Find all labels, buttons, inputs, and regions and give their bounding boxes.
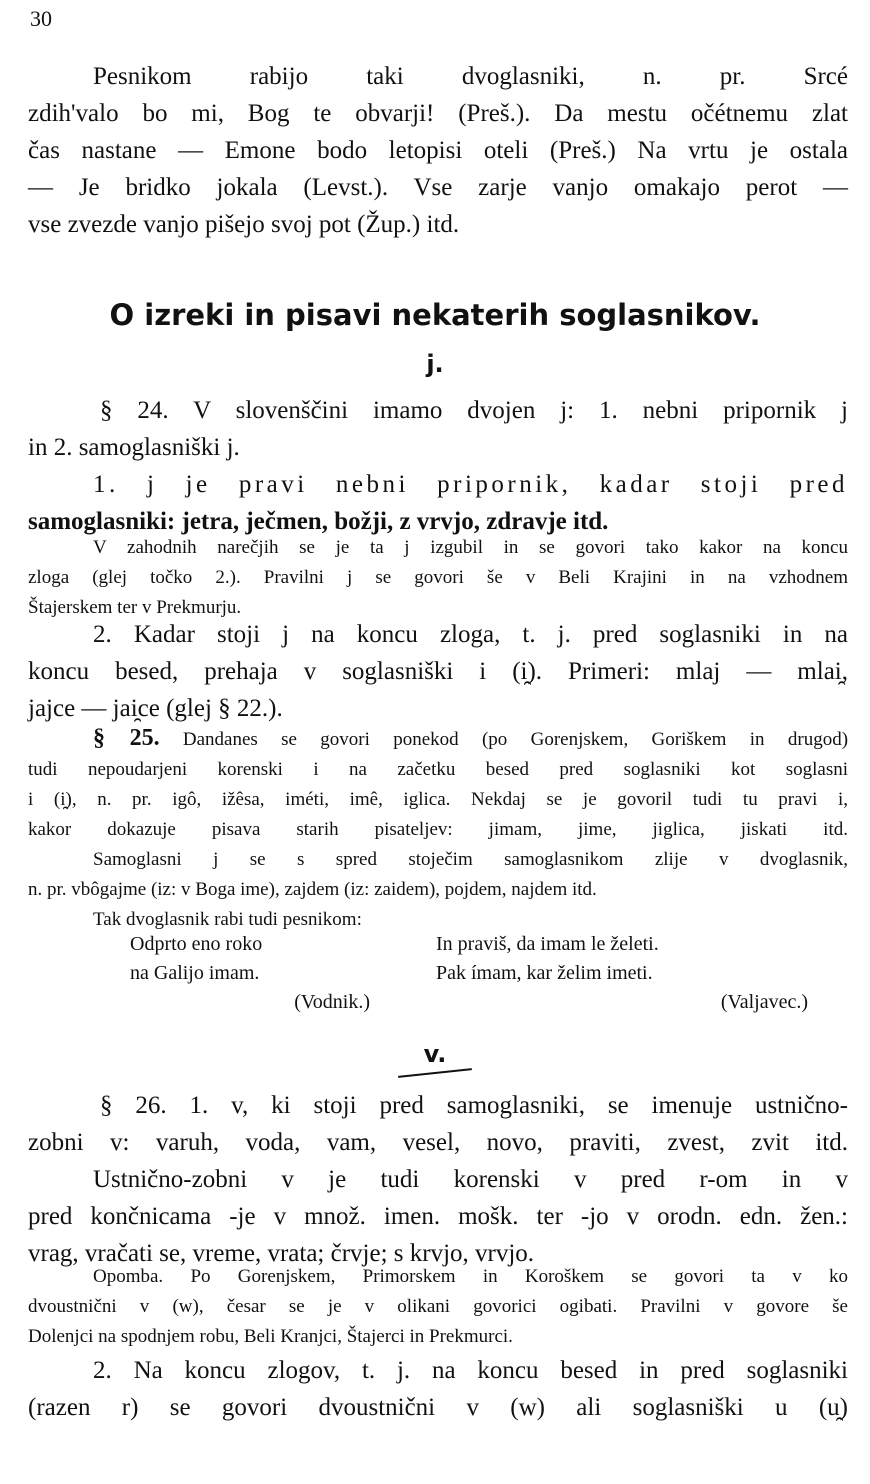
text-line: 2. Kadar stoji j na koncu zloga, t. j. pred soglasniki in na (93, 621, 848, 648)
text-line: n. pr. vbôgajme (iz: v Boga ime), zajdem (iz: zaidem), pojdem, najdem itd. (28, 879, 597, 900)
text-line: Opomba. Po Gorenjskem, Primorskem in Koroškem se govori ta v ko (93, 1266, 848, 1287)
text-line: pred končnicama -je v množ. imen. mošk. ter -jo v orodn. edn. žen.: (28, 1203, 848, 1230)
note-26 (28, 1262, 848, 1352)
text-line: in 2. samoglasniški j. (28, 434, 240, 461)
text-line: — Je bridko jokala (Levst.). Vse zarje vanjo omakajo perot — (28, 174, 848, 201)
poem-line: In praviš, da imam le želeti. (436, 933, 659, 955)
text-line: zdih'valo bo mi, Bog te obvarji! (Preš.). Da mestu očétnemu zlat (28, 100, 848, 127)
text-line: zloga (glej točko 2.). Pravilni j se govori še v Beli Krajini in na vzhodnem (28, 567, 848, 588)
text-line: jajce — jai̯ce (glej § 22.). (28, 695, 283, 722)
text-line: i (i̯), n. pr. igô, ižêsa, iméti, imê, iglica. Nekdaj se je govoril tudi tu pravi i, (28, 789, 848, 810)
text-line: koncu besed, prehaja v soglasniški i (i̯). Primeri: mlaj — mlai̯, (28, 658, 848, 685)
decorative-rule (398, 1068, 472, 1078)
text-line: § 26. 1. v, ki stoji pred samoglasniki, se imenuje ustnično- (100, 1092, 848, 1119)
text-line: V zahodnih narečjih se je ta j izgubil in se govori tako kakor na koncu (93, 537, 848, 558)
note-24 (28, 533, 848, 623)
text-line: Dolenjci na spodnjem robu, Beli Kranjci, Štajerci in Prekmurci. (28, 1326, 513, 1347)
poem-line: na Galijo imam. (130, 962, 260, 984)
text-line: Samoglasni j se s spred stoječim samoglasnikom zlije v dvoglasnik, (93, 849, 848, 870)
text-line: 1. j je pravi nebni pripornik, kadar stoji pred (93, 471, 848, 498)
poem-valjavec (436, 930, 808, 1017)
text-line: kakor dokazuje pisava starih pisateljev: jimam, jime, jiglica, jiskati itd. (28, 819, 848, 840)
text-line: vse zvezde vanjo pišejo svoj pot (Žup.) itd. (28, 211, 460, 238)
text-line: zobni v: varuh, voda, vam, vesel, novo, praviti, zvest, zvit itd. (28, 1129, 848, 1156)
section-26 (28, 1087, 848, 1272)
poem-line: Odprto eno roko (130, 933, 263, 955)
section-26-point-2 (28, 1352, 848, 1426)
text-line: čas nastane — Emone bodo letopisi oteli (Preš.) Na vrtu je ostala (28, 137, 848, 164)
text-line: 2. Na koncu zlogov, t. j. na koncu besed in pred soglasniki (93, 1357, 848, 1384)
text-line: tudi nepoudarjeni korenski i na začetku besed pred soglasniki kot soglasni (28, 759, 848, 780)
page-number: 30 (30, 6, 52, 31)
section-24 (28, 392, 848, 540)
letter-j-heading: j. (426, 350, 444, 378)
poem-line: Pak ímam, kar želim imeti. (436, 962, 653, 984)
text-line: Tak dvoglasnik rabi tudi pesnikom: (93, 909, 362, 930)
poem-author: (Valjavec.) (720, 991, 808, 1013)
letter-v-heading: v. (423, 1040, 447, 1068)
text-line: vrag, vračati se, vreme, vrata; črvje; s krvjo, vrvjo. (28, 1240, 535, 1267)
section-25 (28, 723, 848, 935)
text-line: § 25. Dandanes se govori ponekod (po Gorenjskem, Goriškem in drugod) (93, 725, 849, 751)
text-line: samoglasniki: jetra, ječmen, božji, z vrvjo, zdravje itd. (28, 508, 609, 535)
poem-author: (Vodnik.) (294, 991, 370, 1013)
section-24-point-2 (28, 616, 848, 727)
section-heading: O izreki in pisavi nekaterih soglasnikov. (109, 298, 761, 332)
text-line: (razen r) se govori dvoustnični v (w) ali soglasniški u (u̯) (28, 1394, 848, 1421)
text-line: dvoustnični v (w), česar se je v olikani govorici ogibati. Pravilni v govore še (28, 1296, 848, 1317)
text-line: Štajerskem ter v Prekmurju. (28, 597, 242, 618)
poem-vodnik (130, 930, 370, 1017)
text-line: § 24. V slovenščini imamo dvojen j: 1. nebni pripornik j (100, 397, 848, 424)
text-line: Ustnično-zobni v je tudi korenski v pred r-om in v (93, 1166, 848, 1193)
intro-paragraph (28, 58, 848, 243)
text-line: Pesnikom rabijo taki dvoglasniki, n. pr. Srcé (93, 63, 848, 90)
